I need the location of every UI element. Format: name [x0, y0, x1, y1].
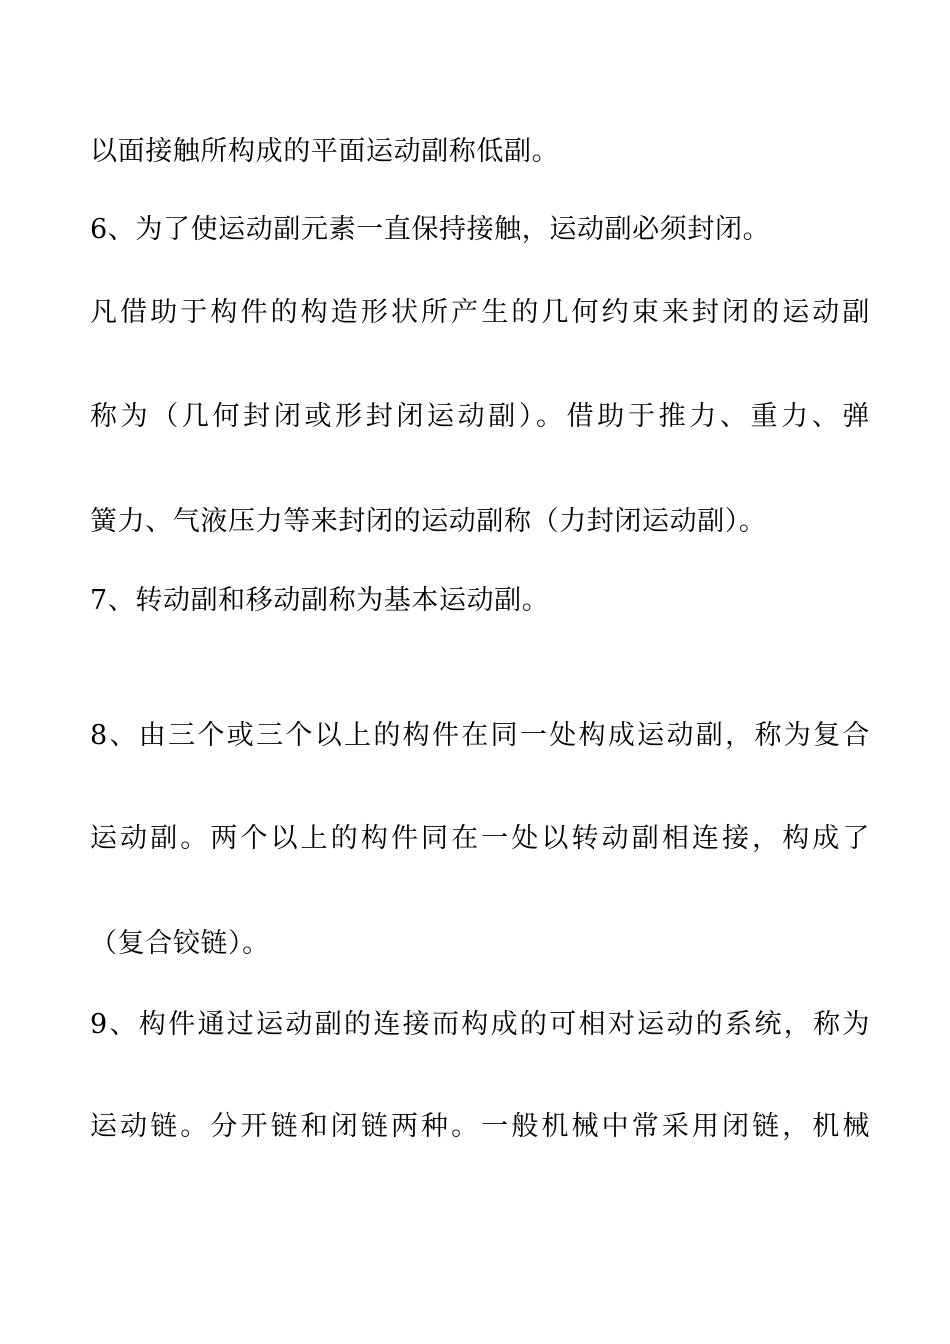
- text-line-6: 7、转动副和移动副称为基本运动副。: [90, 585, 550, 616]
- text-line-10: 9、构件通过运动副的连接而构成的可相对运动的系统，称为: [90, 1009, 870, 1040]
- text-line-9: （复合铰链）。: [90, 928, 270, 959]
- text-line-7: 8、由三个或三个以上的构件在同一处构成运动副，称为复合: [90, 720, 870, 751]
- text-line-11: 运动链。分开链和闭链两种。一般机械中常采用闭链，机械: [90, 1111, 870, 1142]
- text-line-1: 以面接触所构成的平面运动副称低副。: [90, 136, 560, 167]
- text-line-4: 称为（几何封闭或形封闭运动副）。借助于推力、重力、弹: [90, 401, 870, 432]
- text-line-3: 凡借助于构件的构造形状所产生的几何约束来封闭的运动副: [90, 297, 870, 328]
- text-line-8: 运动副。两个以上的构件同在一处以转动副相连接，构成了: [90, 823, 870, 854]
- text-line-5: 簧力、气液压力等来封闭的运动副称（力封闭运动副）。: [90, 506, 767, 537]
- text-line-2: 6、为了使运动副元素一直保持接触，运动副必须封闭。: [90, 214, 771, 245]
